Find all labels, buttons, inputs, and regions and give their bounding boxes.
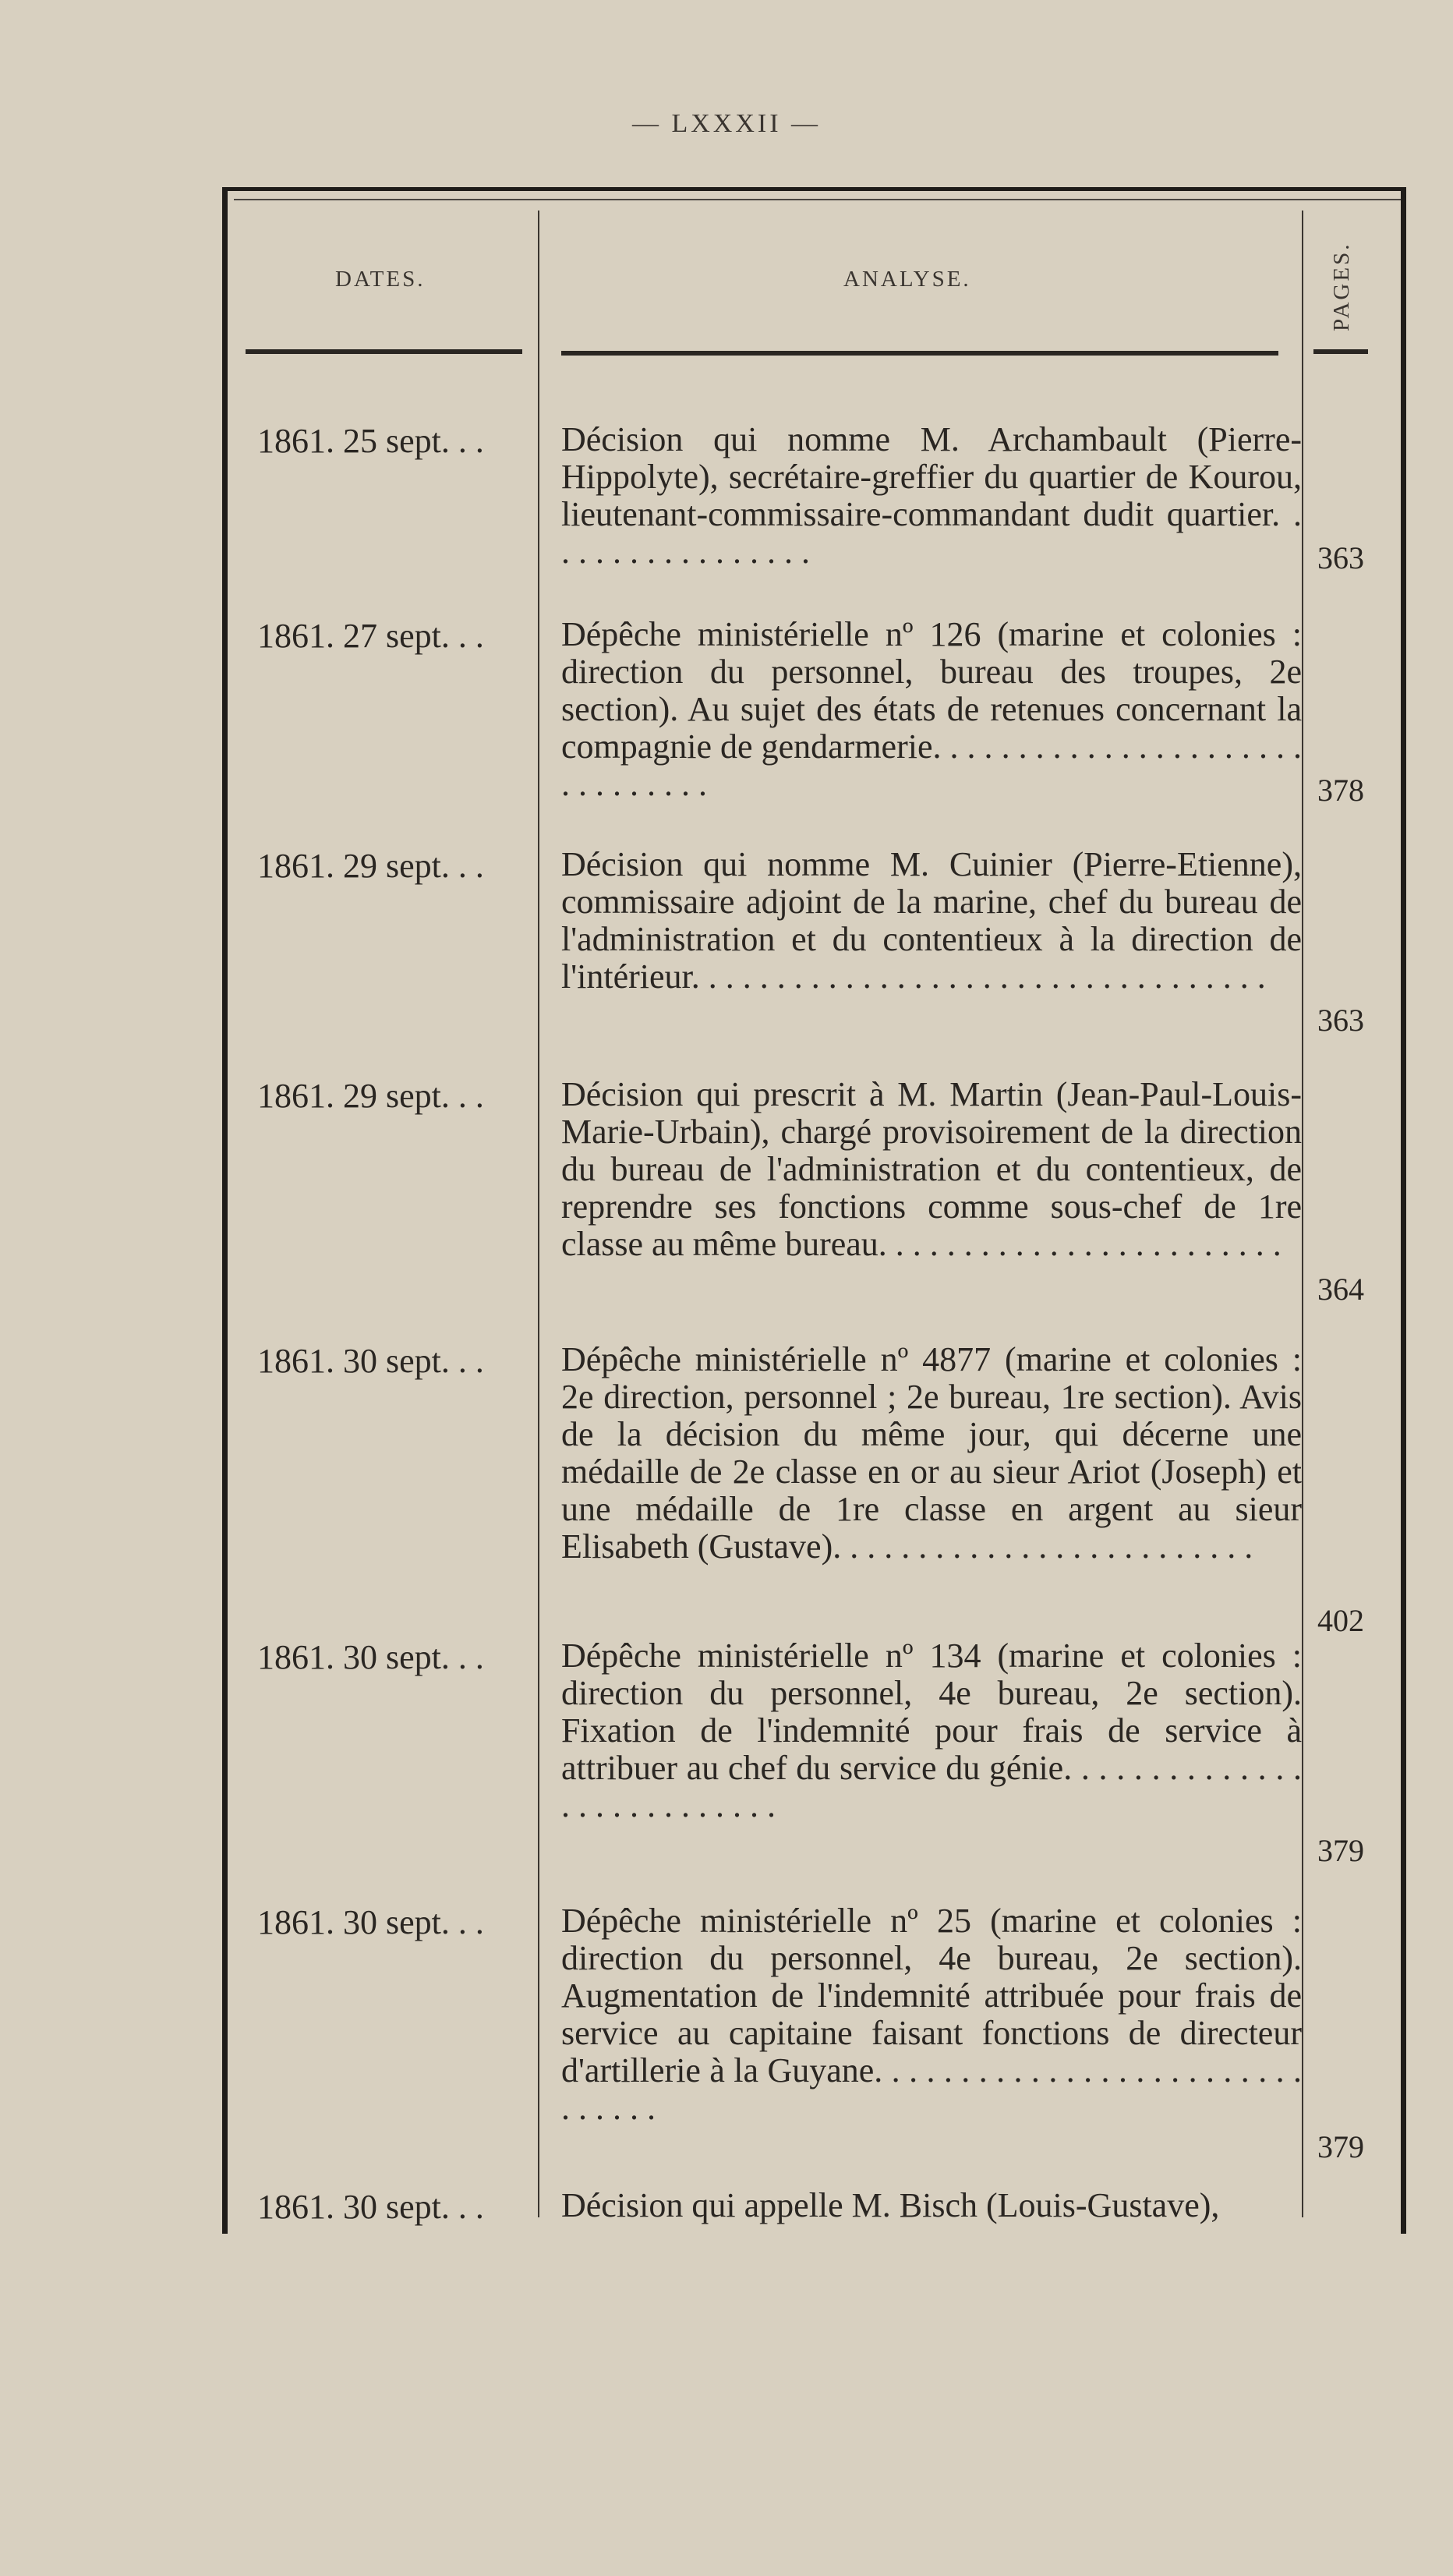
header-rule-pages	[1313, 349, 1368, 354]
entry-page: 363	[1317, 1003, 1364, 1038]
entry-page: 378	[1317, 773, 1364, 808]
entry-analysis: Dépêche ministérielle nº 134 (marine et colonies : direction du personnel, 4e bureau, 2e section). Fixation de l'indemnité pour frais de service à attribuer au chef du service du génie. . . . . . . . . . . . . . . . . . . . . . . . . . .	[561, 1637, 1302, 1824]
entry-page: 363	[1317, 540, 1364, 575]
entry-date: 1861. 30 sept. . .	[257, 1903, 484, 1941]
entry-page: 379	[1317, 2129, 1364, 2164]
entry-page: 402	[1317, 1603, 1364, 1638]
entry-analysis: Dépêche ministérielle nº 126 (marine et colonies : direction du personnel, bureau des troupes, 2e section). Au sujet des états de retenues concernant la compagnie de gendarmerie. . . . . . . . . . . . . . . . . . . . . . . . . . . . . . .	[561, 615, 1302, 803]
entry-date: 1861. 29 sept. . .	[257, 847, 484, 885]
header-rule-analyse	[561, 351, 1278, 356]
entry-date: 1861. 30 sept. . .	[257, 1638, 484, 1676]
header-rule-dates	[246, 349, 522, 354]
column-header-dates: DATES.	[335, 267, 426, 292]
column-divider-dates	[538, 211, 539, 2217]
entry-analysis: Dépêche ministérielle nº 4877 (marine et colonies : 2e direction, personnel ; 2e bureau, 1re section). Avis de la décision du même jour, qui décerne une médaille de 2e classe en or au sieur Ariot (Joseph) et une médaille de 1re classe en argent au sieur Elisabeth (Gustave). . . . . . . . . . . . . . . . . . . . . . . . .	[561, 1340, 1302, 1566]
entry-analysis: Décision qui prescrit à M. Martin (Jean-Paul-Louis-Marie-Urbain), chargé provisoirement de la direction du bureau de l'administration et du contentieux, de reprendre ses fonctions comme sous-chef de 1re classe au même bureau. . . . . . . . . . . . . . . . . . . . . . . .	[561, 1075, 1302, 1263]
column-divider-pages	[1302, 211, 1303, 2217]
entry-analysis: Décision qui nomme M. Archambault (Pierre-Hippolyte), secrétaire-greffier du quartier de Kourou, lieutenant-commissaire-commandant dudit quartier. . . . . . . . . . . . . . . . .	[561, 420, 1302, 571]
entry-analysis: Dépêche ministérielle nº 25 (marine et colonies : direction du personnel, 4e bureau, 2e section). Augmentation de l'indemnité attribuée pour frais de service au capitaine faisant fonctions de directeur d'artillerie à la Guyane. . . . . . . . . . . . . . . . . . . . . . . . . . . . . . .	[561, 1902, 1302, 2127]
entry-date: 1861. 29 sept. . .	[257, 1077, 484, 1115]
entry-analysis: Décision qui nomme M. Cuinier (Pierre-Etienne), commissaire adjoint de la marine, chef du bureau de l'administration et du contentieux à la direction de l'intérieur. . . . . . . . . . . . . . . . . . . . . . . . . . . . . . . . . .	[561, 845, 1302, 996]
entry-date: 1861. 27 sept. . .	[257, 617, 484, 655]
column-header-analyse: ANALYSE.	[843, 267, 971, 292]
column-header-pages: PAGES.	[1329, 242, 1354, 331]
entry-analysis: Décision qui appelle M. Bisch (Louis-Gustave),	[561, 2186, 1220, 2224]
entry-date: 1861. 30 sept. . .	[257, 2188, 484, 2226]
page-number: — LXXXII —	[631, 109, 822, 138]
entry-date: 1861. 30 sept. . .	[257, 1342, 484, 1380]
entry-date: 1861. 25 sept. . .	[257, 422, 484, 460]
entry-page: 364	[1317, 1272, 1364, 1307]
entry-page: 379	[1317, 1833, 1364, 1868]
